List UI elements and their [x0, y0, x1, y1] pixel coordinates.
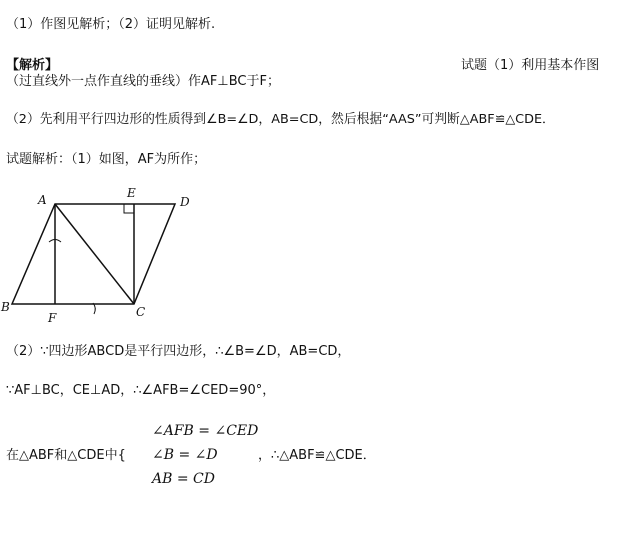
label-c: C [136, 305, 146, 319]
system-eq1: ∠AFB = ∠CED [152, 423, 259, 439]
label-d: D [180, 195, 190, 209]
part2-line2: ∵AF⊥BC，CE⊥AD，∴∠AFB=∠CED=90°， [6, 383, 276, 398]
system-eq3: AB = CD [152, 471, 215, 487]
segment-ac [55, 204, 134, 304]
answer-line: （1）作图见解析；（2）证明见解析. [6, 17, 216, 32]
system-prefix: 在△ABF和△CDE中{ [6, 448, 126, 463]
label-e: E [127, 186, 136, 200]
parallelogram-figure [0, 182, 215, 327]
label-b: B [1, 300, 10, 314]
label-f: F [48, 311, 57, 325]
right-angle-mark-e [124, 204, 134, 213]
solution-intro: 试题解析：（1）如图，AF为所作； [6, 152, 207, 167]
part2-line1: （2）∵四边形ABCD是平行四边形，∴∠B=∠D，AB=CD， [6, 344, 351, 359]
analysis-right-note: 试题（1）利用基本作图 [461, 58, 600, 73]
system-suffix: ，∴△ABF≌△CDE． [258, 448, 376, 463]
analysis-line1: （过直线外一点作直线的垂线）作AF⊥BC于F； [6, 74, 280, 89]
parallelogram-abcd [12, 204, 175, 304]
label-a: A [38, 193, 47, 207]
analysis-line2: （2）先利用平行四边形的性质得到∠B=∠D，AB=CD，然后根据“AAS”可判断△ABF≌△CDE． [6, 112, 555, 127]
system-eq2: ∠B = ∠D [152, 447, 218, 463]
analysis-heading: 【解析】 [6, 58, 59, 73]
